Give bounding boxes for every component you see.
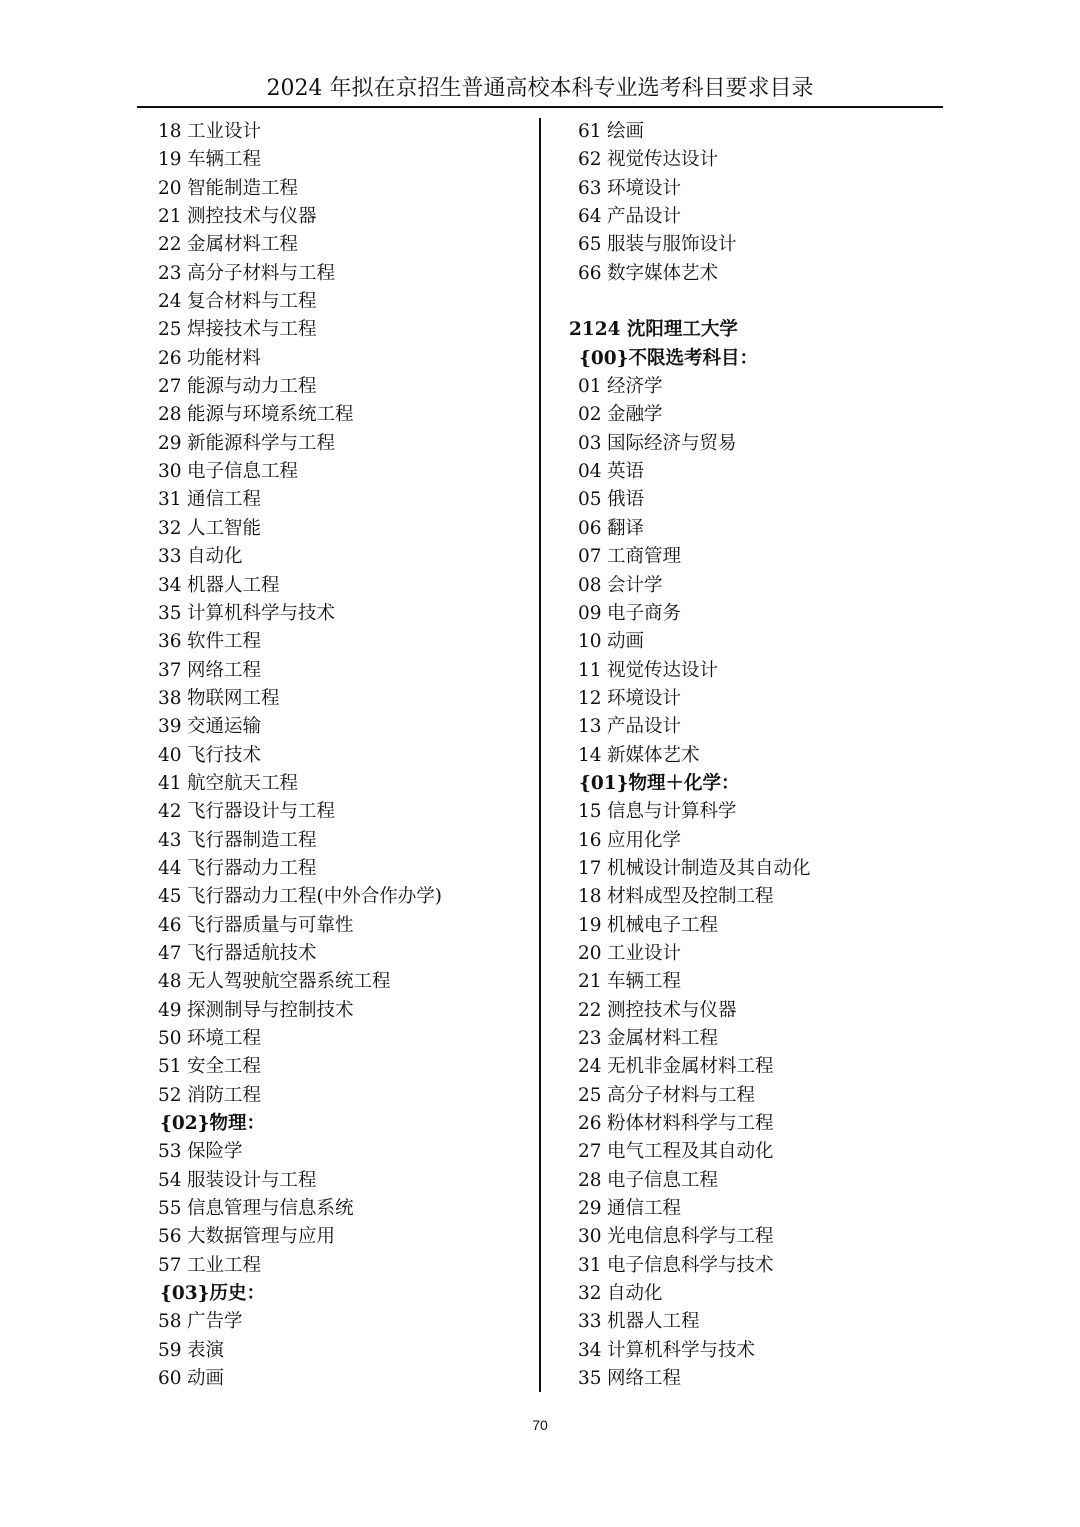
left-column	[158, 118, 528, 1393]
major-code: 22	[578, 999, 602, 1021]
major-code: 52	[158, 1084, 182, 1106]
major-entry	[158, 1167, 528, 1195]
major-entry	[569, 458, 939, 486]
major-entry	[569, 515, 939, 543]
major-entry	[569, 373, 939, 401]
major-code: 35	[578, 1368, 602, 1390]
major-name: 高分子材料与工程	[607, 1084, 756, 1106]
major-name: 动画	[607, 631, 645, 653]
major-name: 高分子材料与工程	[187, 262, 336, 284]
major-code: 65	[578, 234, 602, 256]
major-entry	[569, 231, 939, 259]
major-code: 48	[158, 971, 182, 993]
major-name: 大数据管理与应用	[187, 1226, 336, 1248]
major-code: 29	[158, 432, 182, 454]
major-name: 粉体材料科学与工程	[607, 1113, 774, 1135]
major-code: 46	[158, 914, 182, 936]
major-code: 25	[578, 1084, 602, 1106]
major-code: 49	[158, 999, 182, 1021]
major-entry	[569, 968, 939, 996]
major-code: 57	[158, 1254, 182, 1276]
major-entry	[569, 940, 939, 968]
major-name: 环境工程	[187, 1028, 262, 1049]
major-code: 56	[158, 1226, 182, 1248]
major-code: 61	[578, 121, 602, 142]
major-code: 53	[158, 1141, 182, 1163]
major-code: 38	[158, 687, 182, 709]
page-number: 70	[532, 1417, 548, 1433]
major-code: 11	[578, 659, 602, 681]
major-entry	[158, 657, 528, 685]
major-entry	[569, 1365, 939, 1393]
major-code: 20	[158, 177, 182, 199]
major-code: 13	[578, 716, 602, 738]
major-name: 智能制造工程	[187, 177, 299, 199]
major-entry	[569, 146, 939, 174]
page-title: 2024 年拟在京招生普通高校本科专业选考科目要求目录	[266, 76, 814, 101]
major-entry	[569, 1110, 939, 1138]
major-code: 02	[578, 404, 602, 426]
major-entry	[158, 883, 528, 911]
major-entry	[158, 203, 528, 231]
major-entry	[158, 600, 528, 628]
major-name: 产品设计	[607, 716, 682, 738]
major-name: 金属材料工程	[607, 1028, 719, 1049]
major-entry	[158, 430, 528, 458]
major-entry	[158, 685, 528, 713]
major-code: 22	[158, 234, 182, 256]
major-code: 41	[158, 772, 182, 794]
major-name: 新能源科学与工程	[187, 432, 336, 454]
major-code: 35	[158, 602, 182, 624]
major-name: 飞行器动力工程	[187, 857, 317, 879]
major-code: 27	[158, 376, 182, 398]
major-code: 33	[158, 546, 182, 568]
major-name: 机械设计制造及其自动化	[607, 857, 811, 879]
major-entry	[569, 912, 939, 940]
major-name: 物联网工程	[187, 687, 280, 709]
major-code: 32	[578, 1283, 602, 1305]
major-entry	[158, 1053, 528, 1081]
major-code: 43	[158, 829, 182, 851]
major-code: 08	[578, 574, 602, 596]
major-name: 人工智能	[187, 517, 262, 539]
major-name: 表演	[187, 1339, 225, 1361]
major-code: 07	[578, 546, 602, 568]
major-name: 自动化	[187, 546, 243, 568]
column-divider	[539, 118, 541, 1392]
major-entry	[569, 685, 939, 713]
major-entry	[158, 288, 528, 316]
major-name: 服装与服饰设计	[607, 234, 737, 256]
major-name: 动画	[187, 1368, 225, 1390]
major-code: 14	[578, 744, 602, 766]
major-name: 光电信息科学与工程	[607, 1226, 774, 1248]
major-code: 55	[158, 1198, 182, 1220]
major-name: 金融学	[607, 404, 663, 426]
major-name: 电气工程及其自动化	[607, 1141, 774, 1163]
major-entry	[158, 1195, 528, 1223]
major-code: 60	[158, 1368, 182, 1390]
major-entry	[569, 1308, 939, 1336]
major-name: 测控技术与仪器	[187, 206, 317, 228]
major-code: 04	[578, 461, 602, 483]
major-code: 17	[578, 857, 602, 879]
major-entry	[569, 1167, 939, 1195]
major-name: 飞行器动力工程(中外合作办学)	[187, 886, 442, 908]
major-name: 信息与计算科学	[607, 801, 737, 823]
major-name: 应用化学	[607, 829, 682, 851]
major-code: 29	[578, 1198, 602, 1220]
major-entry	[158, 345, 528, 373]
major-name: 服装设计与工程	[187, 1169, 317, 1191]
major-name: 能源与动力工程	[187, 376, 317, 398]
major-entry	[569, 713, 939, 741]
major-code: 19	[578, 914, 602, 936]
major-entry	[158, 1308, 528, 1336]
major-code: 10	[578, 631, 602, 653]
major-code: 23	[578, 1028, 602, 1049]
major-name: 机器人工程	[187, 574, 280, 596]
major-name: 广告学	[187, 1311, 243, 1333]
major-code: 12	[578, 687, 602, 709]
major-code: 18	[578, 886, 602, 908]
major-code: 34	[158, 574, 182, 596]
major-entry	[158, 1138, 528, 1166]
major-name: 网络工程	[607, 1368, 682, 1390]
major-name: 工业设计	[607, 942, 682, 964]
subject-requirement-heading: {01}物理＋化学：	[579, 772, 740, 794]
major-entry	[158, 968, 528, 996]
major-entry	[569, 1337, 939, 1365]
major-entry	[158, 1223, 528, 1251]
major-name: 电子商务	[607, 602, 682, 624]
major-name: 会计学	[607, 574, 663, 596]
major-code: 34	[578, 1339, 602, 1361]
major-entry	[158, 1082, 528, 1110]
major-entry	[569, 430, 939, 458]
major-code: 28	[578, 1169, 602, 1191]
major-entry	[158, 1365, 528, 1393]
major-name: 飞行器适航技术	[187, 942, 317, 964]
major-entry	[569, 118, 939, 146]
major-name: 通信工程	[607, 1198, 682, 1220]
major-entry	[158, 798, 528, 826]
major-entry	[158, 401, 528, 429]
major-code: 01	[578, 376, 602, 398]
major-name: 环境设计	[607, 687, 682, 709]
major-entry	[158, 231, 528, 259]
major-name: 环境设计	[607, 177, 682, 199]
major-code: 16	[578, 829, 602, 851]
major-entry	[158, 572, 528, 600]
major-name: 计算机科学与技术	[187, 602, 336, 624]
major-name: 视觉传达设计	[607, 659, 719, 681]
major-name: 工业工程	[187, 1254, 262, 1276]
major-name: 复合材料与工程	[187, 291, 317, 313]
major-code: 44	[158, 857, 182, 879]
major-entry	[569, 827, 939, 855]
major-code: 50	[158, 1028, 182, 1049]
major-name: 焊接技术与工程	[187, 319, 317, 341]
major-entry	[158, 770, 528, 798]
major-code: 28	[158, 404, 182, 426]
major-entry	[569, 1082, 939, 1110]
major-entry	[569, 1195, 939, 1223]
major-code: 47	[158, 942, 182, 964]
major-name: 新媒体艺术	[607, 744, 700, 766]
major-entry	[158, 997, 528, 1025]
major-entry	[158, 458, 528, 486]
major-code: 62	[578, 149, 602, 171]
major-name: 英语	[607, 461, 645, 483]
major-code: 58	[158, 1311, 182, 1333]
major-name: 俄语	[607, 489, 645, 511]
major-code: 40	[158, 744, 182, 766]
major-code: 64	[578, 206, 602, 228]
major-name: 视觉传达设计	[607, 149, 719, 171]
major-entry	[158, 118, 528, 146]
major-code: 23	[158, 262, 182, 284]
major-name: 数字媒体艺术	[607, 262, 719, 284]
major-entry	[569, 657, 939, 685]
major-entry	[158, 1252, 528, 1280]
major-name: 功能材料	[187, 347, 262, 369]
major-entry	[569, 600, 939, 628]
major-entry	[158, 515, 528, 543]
major-name: 绘画	[607, 121, 645, 142]
major-code: 39	[158, 716, 182, 738]
major-name: 测控技术与仪器	[607, 999, 737, 1021]
major-name: 工业设计	[187, 121, 262, 142]
major-entry	[158, 316, 528, 344]
major-entry	[569, 997, 939, 1025]
major-code: 37	[158, 659, 182, 681]
major-code: 27	[578, 1141, 602, 1163]
major-name: 经济学	[607, 376, 663, 398]
major-code: 36	[158, 631, 182, 653]
major-entry	[158, 628, 528, 656]
major-name: 飞行器制造工程	[187, 829, 317, 851]
major-name: 车辆工程	[187, 149, 262, 171]
major-name: 电子信息工程	[607, 1169, 719, 1191]
major-name: 通信工程	[187, 489, 262, 511]
major-entry	[569, 798, 939, 826]
major-name: 消防工程	[187, 1084, 262, 1106]
major-name: 无机非金属材料工程	[607, 1056, 774, 1078]
major-entry	[158, 1025, 528, 1053]
major-code: 21	[578, 971, 602, 993]
major-code: 20	[578, 942, 602, 964]
major-code: 30	[158, 461, 182, 483]
major-name: 翻译	[607, 517, 645, 539]
major-entry	[569, 1223, 939, 1251]
major-entry	[569, 260, 939, 288]
major-code: 51	[158, 1056, 182, 1078]
major-entry	[158, 373, 528, 401]
major-entry	[569, 1053, 939, 1081]
major-code: 31	[158, 489, 182, 511]
major-code: 21	[158, 206, 182, 228]
major-name: 工商管理	[607, 546, 682, 568]
subject-requirement-heading: {00}不限选考科目：	[579, 347, 759, 369]
major-code: 24	[158, 291, 182, 313]
major-entry	[158, 486, 528, 514]
major-name: 保险学	[187, 1141, 243, 1163]
major-name: 飞行器设计与工程	[187, 801, 336, 823]
major-name: 无人驾驶航空器系统工程	[187, 971, 391, 993]
major-name: 网络工程	[187, 659, 262, 681]
major-entry	[158, 912, 528, 940]
major-name: 交通运输	[187, 716, 262, 738]
major-name: 计算机科学与技术	[607, 1339, 756, 1361]
major-entry	[569, 572, 939, 600]
major-entry	[158, 1337, 528, 1365]
major-code: 24	[578, 1056, 602, 1078]
major-name: 航空航天工程	[187, 772, 299, 794]
right-column	[569, 118, 939, 1393]
header-rule	[137, 106, 943, 108]
subject-requirement-heading: {02}物理：	[160, 1113, 266, 1135]
major-code: 19	[158, 149, 182, 171]
major-entry	[569, 1252, 939, 1280]
major-code: 05	[578, 489, 602, 511]
major-code: 09	[578, 602, 602, 624]
major-entry	[158, 260, 528, 288]
major-entry	[569, 1280, 939, 1308]
major-entry	[158, 146, 528, 174]
major-code: 45	[158, 886, 182, 908]
blank-line	[569, 288, 939, 316]
major-entry	[569, 486, 939, 514]
major-name: 车辆工程	[607, 971, 682, 993]
major-name: 软件工程	[187, 631, 262, 653]
major-code: 06	[578, 517, 602, 539]
major-entry	[158, 827, 528, 855]
major-name: 飞行技术	[187, 744, 262, 766]
major-name: 机器人工程	[607, 1311, 700, 1333]
major-code: 33	[578, 1311, 602, 1333]
major-name: 国际经济与贸易	[607, 432, 737, 454]
major-code: 54	[158, 1169, 182, 1191]
major-name: 飞行器质量与可靠性	[187, 914, 354, 936]
major-name: 能源与环境系统工程	[187, 404, 354, 426]
major-name: 电子信息工程	[187, 461, 299, 483]
major-entry	[569, 855, 939, 883]
major-entry	[569, 1138, 939, 1166]
major-entry	[158, 543, 528, 571]
major-code: 15	[578, 801, 602, 823]
major-entry	[569, 401, 939, 429]
major-code: 32	[158, 517, 182, 539]
major-code: 66	[578, 262, 602, 284]
major-entry	[158, 940, 528, 968]
major-name: 机械电子工程	[607, 914, 719, 936]
major-entry	[158, 175, 528, 203]
major-code: 18	[158, 121, 182, 142]
major-name: 金属材料工程	[187, 234, 299, 256]
major-name: 产品设计	[607, 206, 682, 228]
major-name: 自动化	[607, 1283, 663, 1305]
major-code: 31	[578, 1254, 602, 1276]
major-code: 26	[578, 1113, 602, 1135]
major-code: 26	[158, 347, 182, 369]
major-entry	[158, 713, 528, 741]
major-name: 材料成型及控制工程	[607, 886, 774, 908]
major-entry	[158, 742, 528, 770]
major-entry	[569, 203, 939, 231]
major-entry	[569, 1025, 939, 1053]
major-code: 42	[158, 801, 182, 823]
major-entry	[158, 855, 528, 883]
university-heading: 2124 沈阳理工大学	[569, 319, 738, 341]
major-name: 电子信息科学与技术	[607, 1254, 774, 1276]
major-entry	[569, 883, 939, 911]
major-entry	[569, 628, 939, 656]
major-entry	[569, 543, 939, 571]
subject-requirement-heading: {03}历史：	[160, 1283, 266, 1305]
major-entry	[569, 175, 939, 203]
major-name: 信息管理与信息系统	[187, 1198, 354, 1220]
major-code: 59	[158, 1339, 182, 1361]
major-code: 03	[578, 432, 602, 454]
major-code: 30	[578, 1226, 602, 1248]
major-entry	[569, 742, 939, 770]
major-name: 探测制导与控制技术	[187, 999, 354, 1021]
major-code: 25	[158, 319, 182, 341]
major-name: 安全工程	[187, 1056, 262, 1078]
major-code: 63	[578, 177, 602, 199]
